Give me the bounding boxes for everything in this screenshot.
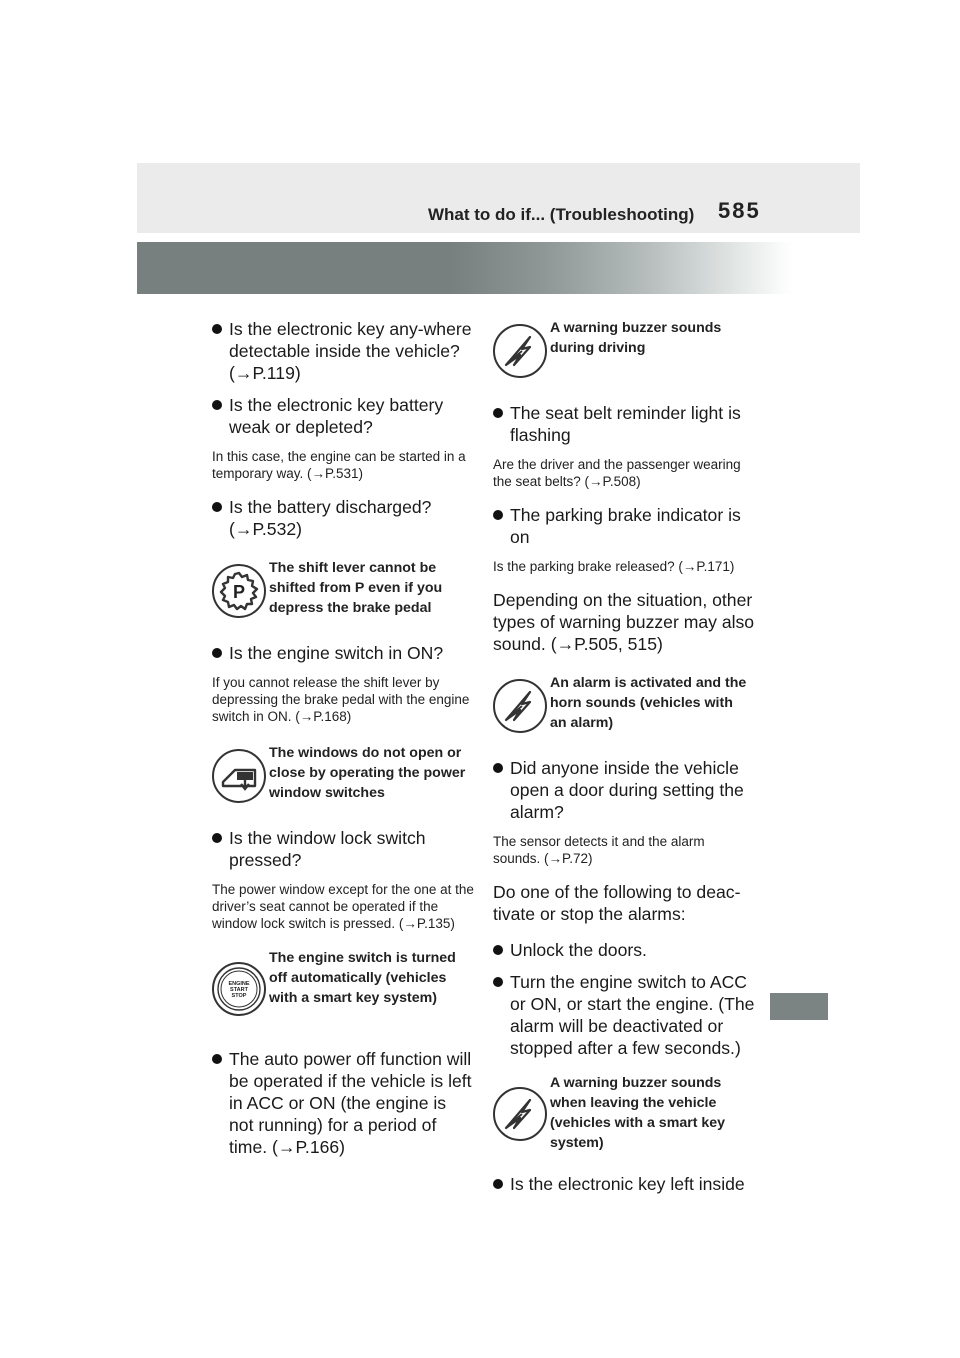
warning-windows	[212, 743, 474, 819]
warning-title: The shift lever cannot be shifted from P even if you depress the brake pedal	[269, 560, 443, 616]
svg-text:ENGINE: ENGINE	[228, 981, 250, 987]
svg-text:STOP: STOP	[231, 993, 247, 999]
page-number: 585	[718, 198, 761, 223]
note-text: If you cannot release the shift lever by depressing the brake pedal with the engine switch in ON. (→P.168)	[212, 675, 470, 724]
warning-title: The engine switch is turned off automatically (vehicles with a smart key system)	[269, 950, 456, 1006]
warning-title: A warning buzzer sounds during driving	[550, 320, 722, 356]
warning-shift-lever	[212, 558, 474, 634]
note-text: Are the driver and the passenger wearing the seat belts? (→P.508)	[493, 457, 741, 489]
bullet-dot	[493, 510, 503, 520]
bullet-dot	[493, 763, 503, 773]
warning-driving	[493, 318, 755, 394]
warning-alarm	[493, 673, 755, 749]
body-paragraph: Depending on the situation, other types of warning buzzer may also sound. (→P.505, 515)	[493, 590, 755, 654]
warning-title: A warning buzzer sounds when leaving the vehicle (vehicles with a smart key system)	[550, 1075, 726, 1151]
buzzer-icon	[493, 324, 547, 378]
list-item: The seat belt reminder light is flashing	[493, 402, 755, 446]
left-column	[212, 318, 474, 1168]
warning-leaving	[493, 1073, 755, 1165]
bullet-dot	[493, 977, 503, 987]
list-item: The auto power off function will be operated if the vehicle is left in ACC or ON (the engine is not running) for a period of time. (→P.166)	[212, 1048, 474, 1158]
bullet-dot	[212, 324, 222, 334]
note-text: In this case, the engine can be started in a temporary way. (→P.531)	[212, 449, 466, 481]
list-item: Unlock the doors.	[493, 939, 755, 961]
list-item: Is the electronic key left inside	[493, 1173, 755, 1195]
bullet-dot	[212, 502, 222, 512]
note-text: The power window except for the one at the driver’s seat cannot be operated if the window lock switch is pressed. (→P.135)	[212, 882, 474, 931]
chapter-tab	[770, 993, 828, 1020]
section-band	[137, 242, 792, 294]
list-item: Is the electronic key battery weak or depleted?	[212, 394, 474, 438]
buzzer-icon	[493, 1087, 547, 1141]
warning-engine-off	[212, 948, 474, 1040]
bullet-dot	[212, 648, 222, 658]
right-column	[493, 318, 755, 1205]
bullet-dot	[493, 1179, 503, 1189]
body-paragraph: Do one of the following to deac-tivate or stop the alarms:	[493, 882, 741, 924]
svg-text:START: START	[230, 987, 248, 993]
list-item: The parking brake indicator is on	[493, 504, 755, 548]
list-item: Is the battery discharged? (→P.532)	[212, 496, 474, 540]
bullet-dot	[493, 945, 503, 955]
list-item: Did anyone inside the vehicle open a door during setting the alarm?	[493, 757, 755, 823]
list-item: Is the electronic key any-where detectable inside the vehicle? (→P.119)	[212, 318, 474, 384]
shift-p-gear-icon	[212, 564, 266, 618]
buzzer-icon	[493, 679, 547, 733]
page-section-title: What to do if... (Troubleshooting)	[428, 205, 695, 224]
warning-title: The windows do not open or close by operating the power window switches	[269, 745, 466, 801]
note-text: Is the parking brake released? (→P.171)	[493, 559, 735, 574]
warning-title: An alarm is activated and the horn sounds (vehicles with an alarm)	[550, 675, 747, 731]
list-item: Is the window lock switch pressed?	[212, 827, 474, 871]
list-item: Is the engine switch in ON?	[212, 642, 474, 664]
bullet-dot	[212, 833, 222, 843]
svg-text:P: P	[232, 582, 246, 602]
engine-start-stop-icon	[212, 962, 266, 1016]
bullet-dot	[493, 408, 503, 418]
note-text: The sensor detects it and the alarm sounds. (→P.72)	[493, 834, 705, 866]
power-window-icon	[212, 749, 266, 803]
bullet-dot	[212, 400, 222, 410]
bullet-dot	[212, 1054, 222, 1064]
list-item: Turn the engine switch to ACC or ON, or start the engine. (The alarm will be deactivated or stopped after a few seconds.)	[493, 971, 755, 1059]
